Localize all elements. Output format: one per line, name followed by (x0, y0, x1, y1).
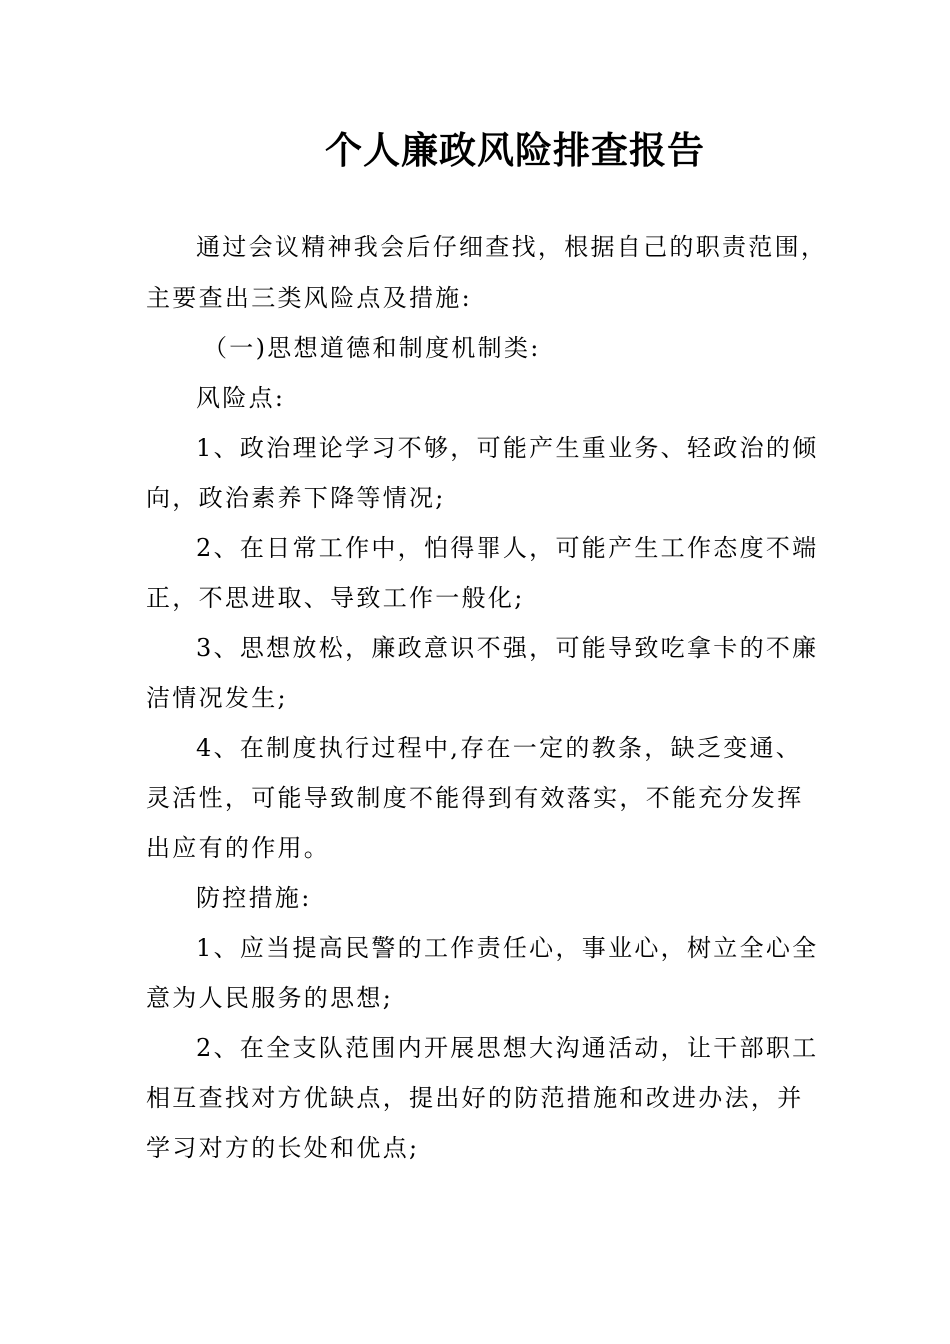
section-heading: （一)思想道德和制度机制类: (203, 334, 541, 362)
list-item-continuation: 洁情况发生; (146, 684, 288, 712)
list-item-continuation: 意为人民服务的思想; (146, 984, 394, 1012)
list-item: 4、在制度执行过程中,存在一定的教条，缺乏变通、 (196, 734, 803, 762)
paragraph-line: 通过会议精神我会后仔细查找，根据自己的职责范围， (196, 233, 828, 261)
list-item: 1、政治理论学习不够，可能产生重业务、轻政治的倾 (196, 434, 819, 462)
list-item: 3、思想放松，廉政意识不强，可能导致吃拿卡的不廉 (196, 634, 819, 662)
list-item: 2、在全支队范围内开展思想大沟通活动，让干部职工 (196, 1034, 819, 1062)
paragraph-line: 主要查出三类风险点及措施: (146, 284, 472, 312)
list-item-continuation: 灵活性，可能导致制度不能得到有效落实，不能充分发挥 (146, 784, 804, 812)
list-item-continuation: 相互查找对方优缺点，提出好的防范措施和改进办法，并 (146, 1084, 804, 1112)
subheading-measures: 防控措施: (196, 884, 312, 912)
list-item-continuation: 出应有的作用。 (146, 834, 331, 862)
list-item: 2、在日常工作中，怕得罪人，可能产生工作态度不端 (196, 534, 819, 562)
list-item: 1、应当提高民警的工作责任心，事业心，树立全心全 (196, 934, 819, 962)
document-title: 个人廉政风险排查报告 (325, 128, 705, 172)
list-item-continuation: 正，不思进取、导致工作一般化; (146, 584, 525, 612)
list-item-continuation: 学习对方的长处和优点; (146, 1134, 420, 1162)
subheading-risk-points: 风险点: (196, 384, 286, 412)
list-item-continuation: 向，政治素养下降等情况; (146, 484, 446, 512)
